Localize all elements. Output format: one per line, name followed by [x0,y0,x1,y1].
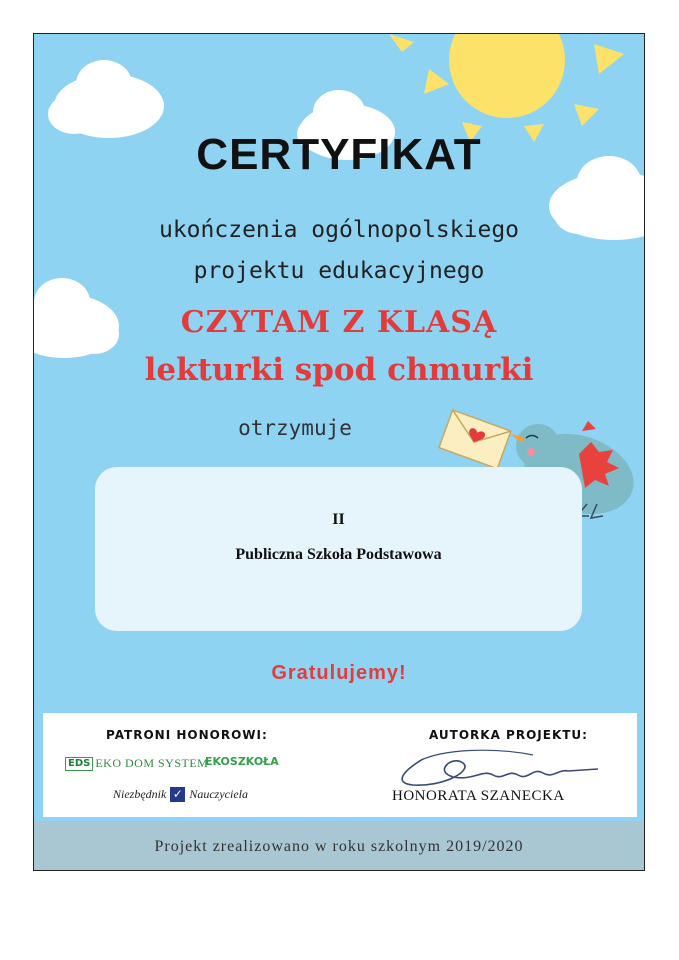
patrons-panel [43,713,637,817]
eko-szkola-logo: EKOSZKOŁA [205,755,279,768]
congratulations-text: Gratulujemy! [271,662,407,684]
niezbednik-text: Niezbędnik [113,787,167,801]
recipient-box [95,467,582,631]
eds-name: EKO DOM SYSTEM [95,756,209,770]
receives-label: otrzymuje [238,416,352,440]
certificate-subtitle-line1: ukończenia ogólnopolskiego [158,217,520,243]
recipient-line2: Publiczna Szkoła Podstawowa [235,546,442,563]
author-heading: AUTORKA PROJEKTU: [429,728,588,742]
certificate [33,33,645,871]
niezbednik-nauczyciela-logo [113,787,248,802]
patrons-heading: PATRONI HONOROWI: [106,728,268,742]
footer-band [34,821,644,871]
author-name: HONORATA SZANECKA [392,788,565,804]
recipient-line1: II [332,511,345,528]
sun-icon [389,34,624,142]
eds-mark: EDS [65,757,93,771]
eko-dom-system-logo [65,756,208,771]
project-name-line2: lekturki spod chmurki [144,352,534,388]
certificate-title: CERTYFIKAT [196,130,482,179]
nauczyciela-text: Nauczyciela [189,787,248,801]
cloud-icon [48,60,164,138]
checkmark-icon: ✓ [170,787,185,802]
footer-text: Projekt zrealizowano w roku szkolnym 2019/2020 [154,838,524,855]
project-name-line1: CZYTAM Z KLASĄ [180,305,498,340]
signature [383,741,613,791]
certificate-subtitle-line2: projektu edukacyjnego [193,258,485,284]
